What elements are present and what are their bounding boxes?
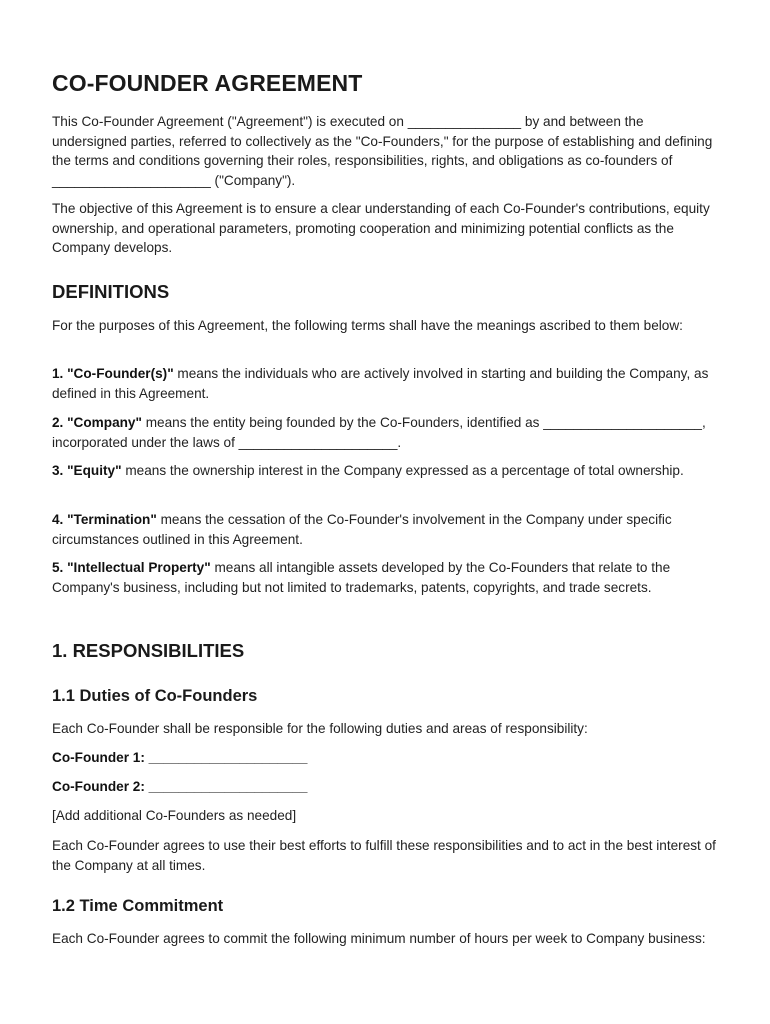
definition-term: 5. "Intellectual Property" [52, 560, 211, 575]
definition-item [52, 510, 720, 549]
duties-closing: Each Co-Founder agrees to use their best efforts to fulfill these responsibilities and to act in the best interest of the Company at all times. [52, 838, 716, 873]
definition-item [52, 558, 720, 597]
document-title: CO-FOUNDER AGREEMENT [52, 70, 363, 96]
definition-term: 3. "Equity" [52, 463, 122, 478]
intro-paragraph-1: This Co-Founder Agreement ("Agreement") is executed on _______________ by and between the undersigned parties, referred to collectively as the "Co-Founders," for the purpose of establishing and defining the terms and conditions governing their roles, responsibilities, rights, and obligations as co-founders of _____________________ ("Company"). [52, 114, 713, 188]
definition-item [52, 364, 720, 403]
duties-heading: 1.1 Duties of Co-Founders [52, 687, 258, 705]
responsibilities-heading: 1. RESPONSIBILITIES [52, 640, 245, 661]
definition-term: 1. "Co-Founder(s)" [52, 366, 174, 381]
definition-text: means the individuals who are actively involved in starting and building the Company, as defined in this Agreement. [52, 366, 709, 401]
additional-cofounders-note: [Add additional Co-Founders as needed] [52, 808, 297, 823]
intro-paragraph-2: The objective of this Agreement is to ensure a clear understanding of each Co-Founder's contributions, equity ownership, and operational parameters, promoting cooperation and minimizing potential conflicts as the Company develops. [52, 201, 710, 255]
definitions-intro: For the purposes of this Agreement, the following terms shall have the meanings ascribed to them below: [52, 318, 683, 333]
definitions-heading: DEFINITIONS [52, 281, 170, 302]
definition-text: means the cessation of the Co-Founder's involvement in the Company under specific circumstances outlined in this Agreement. [52, 512, 672, 547]
definition-text: means the ownership interest in the Company expressed as a percentage of total ownership. [121, 463, 684, 478]
definition-text: means all intangible assets developed by the Co-Founders that relate to the Company's business, including but not limited to trademarks, patents, copyrights, and trade secrets. [52, 560, 671, 595]
time-commitment-intro: Each Co-Founder agrees to commit the following minimum number of hours per week to Company business: [52, 931, 706, 946]
definition-item [52, 461, 720, 481]
cofounder-2-line: Co-Founder 2: _____________________ [52, 779, 308, 794]
time-commitment-heading: 1.2 Time Commitment [52, 897, 224, 915]
definition-term: 4. "Termination" [52, 512, 157, 527]
duties-intro: Each Co-Founder shall be responsible for the following duties and areas of responsibility: [52, 721, 588, 736]
cofounder-1-line: Co-Founder 1: _____________________ [52, 750, 308, 765]
definition-item [52, 413, 720, 452]
definition-term: 2. "Company" [52, 415, 142, 430]
definition-text: means the entity being founded by the Co-Founders, identified as _____________________, incorporated under the laws of _____________________. [52, 415, 706, 450]
